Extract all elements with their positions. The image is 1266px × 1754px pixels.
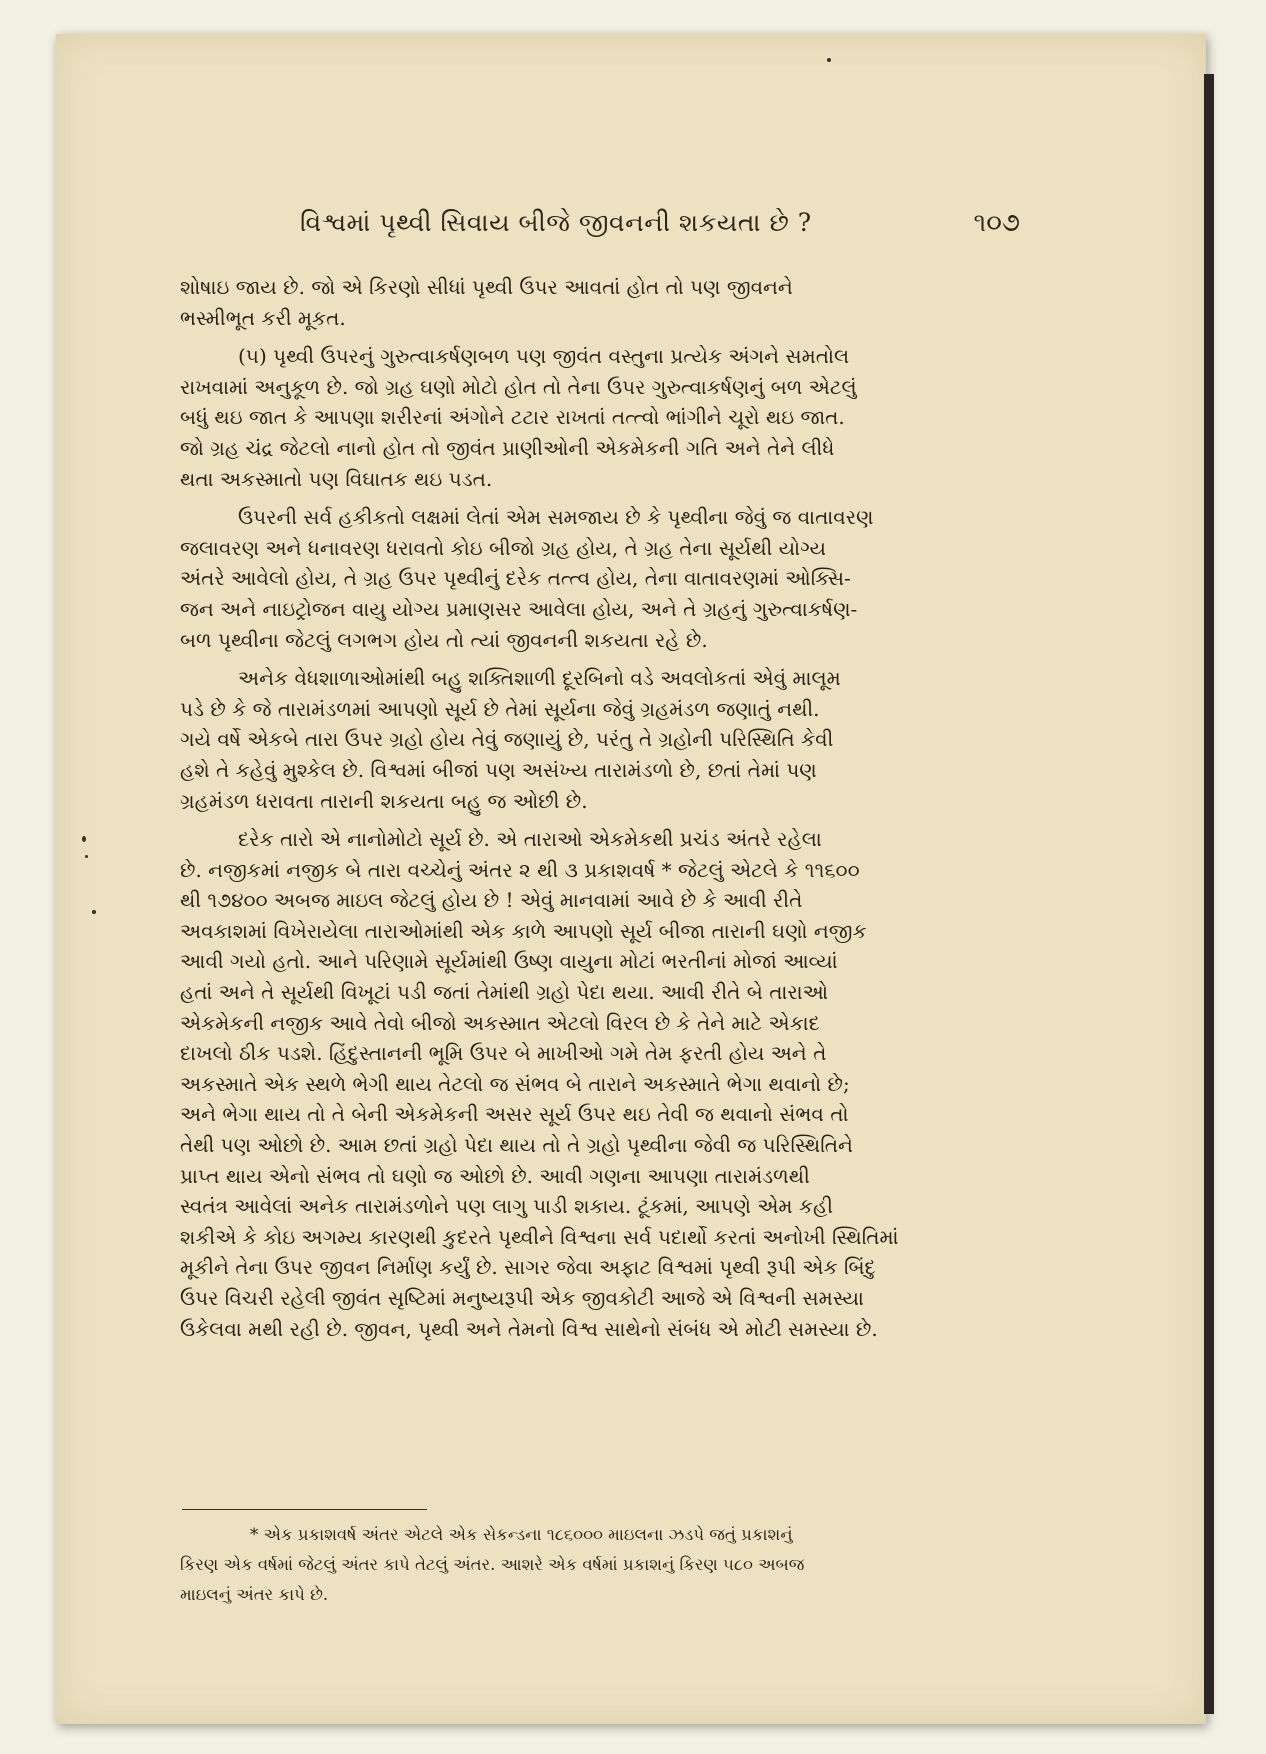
text-line: અવકાશમાં વિખેરાયેલા તારાઓમાંથી એક કાળે આપણો સૂર્ય બીજા તારાની ઘણો નજીક <box>180 918 867 943</box>
text-line: થી ૧૭૪૦૦ અબજ માઇલ જેટલું હોય છે ! એવું માનવામાં આવે છે કે આવી રીતે <box>180 888 803 913</box>
text-line: બધું થઇ જાત કે આપણા શરીરનાં અંગોને ટટાર રાખતાં તત્ત્વો ભાંગીને ચૂરો થઇ જાત. <box>180 405 845 430</box>
footnote-line: કિરણ એક વર્ષમાં જેટલું અંતર કાપે તેટલું અંતર. આશરે એક વર્ષમાં પ્રકાશનું કિરણ ૫૮૦ અબજ <box>180 1555 805 1574</box>
text-line: શોષાઇ જાય છે. જો એ કિરણો સીધાં પૃથ્વી ઉપર આવતાં હોત તો પણ જીવનને <box>180 275 793 299</box>
footnote-line: * એક પ્રકાશવર્ષ અંતર એટલે એક સેકન્ડના ૧૮૬૦૦૦ માઇલના ઝડપે જતું પ્રકાશનું <box>250 1525 793 1544</box>
text-line: પડે છે કે જે તારામંડળમાં આપણો સૂર્ય છે તેમાં સૂર્યના જેવું ગ્રહમંડળ જણાતું નથી. <box>180 696 820 721</box>
paragraph-4 <box>180 663 1028 816</box>
text-line: દાખલો ઠીક પડશે. હિંદુસ્તાનની ભૂમિ ઉપર બે માખીઓ ગમે તેમ ફરતી હોય અને તે <box>180 1041 827 1066</box>
footnote-line: માઇલનું અંતર કાપે છે. <box>180 1585 329 1604</box>
text-line: ઉપરની સર્વ હકીકતો લક્ષમાં લેતાં એમ સમજાય છે કે પૃથ્વીના જેવું જ વાતાવરણ <box>238 505 874 530</box>
text-line: બળ પૃથ્વીના જેટલું લગભગ હોય તો ત્યાં જીવનની શકયતા રહે છે. <box>180 627 708 652</box>
paragraph-3 <box>180 502 1028 655</box>
text-line: હશે તે કહેવું મુશ્કેલ છે. વિશ્વમાં બીજાં પણ અસંખ્ય તારામંડળો છે, છતાં તેમાં પણ <box>180 757 817 782</box>
text-line: થતા અકસ્માતો પણ વિઘાતક થઇ પડત. <box>180 466 493 491</box>
text-line: અનેક વેધશાળાઓમાંથી બહુ શક્તિશાળી દૂરબિનો વડે અવલોકતાં એવું માલૂમ <box>238 666 841 691</box>
scan-speck <box>827 58 831 62</box>
running-header <box>300 198 1020 248</box>
text-line: એકમેકની નજીક આવે તેવો બીજો અકસ્માત એટલો વિરલ છે કે તેને માટે એકાદ <box>180 1010 820 1035</box>
text-line: જો ગ્રહ ચંદ્ર જેટલો નાનો હોત તો જીવંત પ્રાણીઓની એકમેકની ગતિ અને તેને લીધે <box>180 435 835 460</box>
text-line: ભસ્મીભૂત કરી મૂકત. <box>180 305 346 330</box>
text-line: તેથી પણ ઓછો છે. આમ છતાં ગ્રહો પેદા થાય તો તે ગ્રહો પૃથ્વીના જેવી જ પરિસ્થિતિને <box>180 1133 853 1158</box>
scan-speck <box>85 855 88 858</box>
text-line: ગ્રહમંડળ ધરાવતા તારાની શકયતા બહુ જ ઓછી છે. <box>180 788 588 813</box>
paragraph-5 <box>180 824 1028 1344</box>
page-edge-shadow <box>1204 74 1214 1714</box>
text-line: અને ભેગા થાય તો તે બેની એકમેકની અસર સૂર્ય ઉપર થઇ તેવી જ થવાનો સંભવ તો <box>180 1102 849 1127</box>
footnote-divider <box>182 1509 427 1510</box>
text-line: સ્વતંત્ર આવેલાં અનેક તારામંડળોને પણ લાગુ પાડી શકાય. ટૂંકમાં, આપણે એમ કહી <box>180 1194 833 1219</box>
page-number: ૧૦૭ <box>973 207 1020 238</box>
text-line: દરેક તારો એ નાનોમોટો સૂર્ય છે. એ તારાઓ એકમેકથી પ્રચંડ અંતરે રહેલા <box>238 827 822 852</box>
text-line: શકીએ કે કોઇ અગમ્ય કારણથી કુદરતે પૃથ્વીને વિશ્વના સર્વ પદાર્થો કરતાં અનોખી સ્થિતિમાં <box>180 1224 899 1249</box>
scan-speck <box>92 910 96 914</box>
paragraph-2 <box>180 341 1028 494</box>
paragraph-1 <box>180 272 1028 333</box>
text-line: અંતરે આવેલો હોય, તે ગ્રહ ઉપર પૃથ્વીનું દરેક તત્ત્વ હોય, તેના વાતાવરણમાં ઓક્સિ- <box>180 566 851 591</box>
text-line: આવી ગયો હતો. આને પરિણામે સૂર્યમાંથી ઉષ્ણ વાયુના મોટાં ભરતીનાં મોજાં આવ્યાં <box>180 949 838 974</box>
text-line: રાખવામાં અનુકૂળ છે. જો ગ્રહ ઘણો મોટો હોત તો તેના ઉપર ગુરુત્વાકર્ષણનું બળ એટલું <box>180 374 857 399</box>
text-line: ગયે વર્ષે એકબે તારા ઉપર ગ્રહો હોય તેવું જણાયું છે, પરંતુ તે ગ્રહોની પરિસ્થિતિ કેવી <box>180 727 834 752</box>
running-title: વિશ્વમાં પૃથ્વી સિવાય બીજે જીવનની શકયતા છે ? <box>300 208 812 237</box>
footnote <box>180 1520 1028 1610</box>
text-line: (૫) પૃથ્વી ઉપરનું ગુરુત્વાકર્ષણબળ પણ જીવંત વસ્તુના પ્રત્યેક અંગને સમતોલ <box>238 344 850 369</box>
text-line: જન અને નાઇટ્રોજન વાયુ યોગ્ય પ્રમાણસર આવેલા હોય, અને તે ગ્રહનું ગુરુત્વાકર્ષણ- <box>180 596 858 621</box>
text-line: ઉકેલવા મથી રહી છે. જીવન, પૃથ્વી અને તેમનો વિશ્વ સાથેનો સંબંધ એ મોટી સમસ્યા છે. <box>180 1316 878 1341</box>
text-line: ઉપર વિચરી રહેલી જીવંત સૃષ્ટિમાં મનુષ્યરૂપી એક જીવકોટી આજે એ વિશ્વની સમસ્યા <box>180 1286 864 1310</box>
text-line: હતાં અને તે સૂર્યથી વિખૂટાં પડી જતાં તેમાંથી ગ્રહો પેદા થયા. આવી રીતે બે તારાઓ <box>180 980 829 1005</box>
text-line: મૂકીને તેના ઉપર જીવન નિર્માણ કર્યું છે. સાગર જેવા અફાટ વિશ્વમાં પૃથ્વી રૂપી એક બિંદુ <box>180 1255 876 1280</box>
body-text <box>180 272 1028 1344</box>
text-line: જલાવરણ અને ધનાવરણ ધરાવતો કોઇ બીજો ગ્રહ હોય, તે ગ્રહ તેના સૂર્યથી યોગ્ય <box>180 535 827 560</box>
scan-speck <box>82 836 86 842</box>
text-line: અકસ્માતે એક સ્થળે ભેગી થાય તેટલો જ સંભવ બે તારાને અકસ્માતે ભેગા થવાનો છે; <box>180 1071 850 1096</box>
text-line: છે. નજીકમાં નજીક બે તારા વચ્ચેનું અંતર ૨ થી ૩ પ્રકાશવર્ષ * જેટલું એટલે કે ૧૧૬૦૦ <box>180 857 860 882</box>
text-line: પ્રાપ્ત થાય એનો સંભવ તો ઘણો જ ઓછો છે. આવી ગણના આપણા તારામંડળથી <box>180 1163 810 1188</box>
